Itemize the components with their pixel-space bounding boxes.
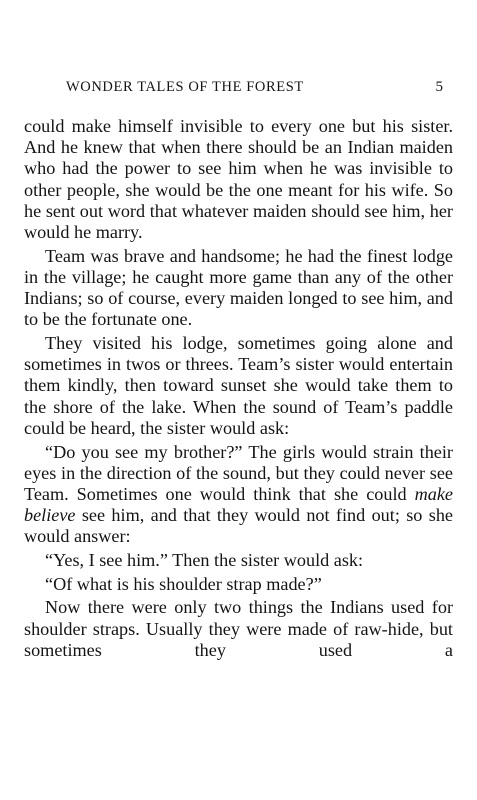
book-page [24, 0, 453, 800]
running-title: WONDER TALES OF THE FOREST [66, 79, 304, 95]
paragraph: Team was brave and handsome; he had the finest lodge in the village; he caught more game than any of the other Indians; so of course, every maiden longed to see him, and to be the fortunate one. [24, 245, 453, 330]
paragraph: Now there were only two things the Indians used for shoulder straps. Usually they were made of raw-hide, but sometimes they used a [24, 597, 453, 660]
running-header [24, 79, 453, 101]
italic-phrase: make believe [24, 483, 453, 526]
paragraph [24, 442, 453, 548]
paragraph: They visited his lodge, sometimes going alone and sometimes in twos or threes. Team’s sister would entertain them kindly, then toward sunset she would take them to the shore of the lake. When the sound of Team’s paddle could be heard, the sister would ask: [24, 333, 453, 438]
paragraph: “Of what is his shoulder strap made?” [45, 573, 322, 594]
paragraph-continued: could make himself invisible to every one but his sister. And he knew that when there should be an Indian maiden who had the power to see him when he was invisible to other people, she would be the one meant for his wife. So he sent out word that whatever maiden should see him, her would he marry. [24, 116, 453, 243]
page-body [24, 116, 453, 664]
paragraph-text: see him, and that they would not find out; so she would answer: [24, 505, 453, 547]
page-number: 5 [435, 79, 443, 95]
paragraph: “Yes, I see him.” Then the sister would ask: [45, 550, 364, 571]
paragraph-text: “Do you see my brother?” The girls would strain their eyes in the direction of the sound, but they could never see Team. Sometimes one would think that she could [24, 441, 453, 504]
